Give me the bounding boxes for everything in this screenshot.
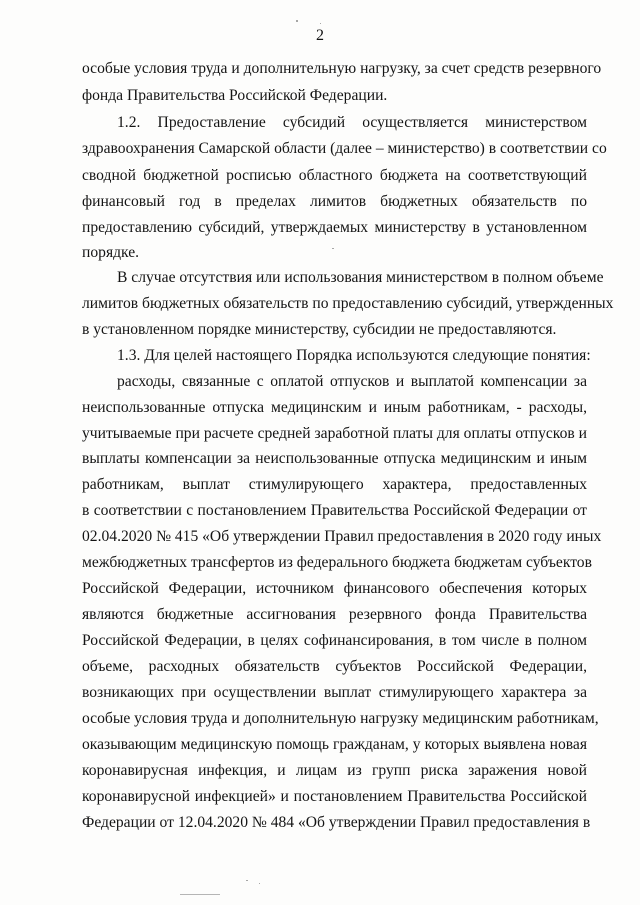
text-line: предоставлению субсидий, утверждаемых министерству в установленном: [82, 219, 587, 236]
text-line: лимитов бюджетных обязательств по предоставлению субсидий, утвержденных: [82, 295, 614, 312]
scan-speck: [246, 880, 248, 881]
text-line: учитываемые при расчете средней заработной платы для оплаты отпусков и: [82, 425, 587, 442]
scan-speck: [259, 883, 260, 884]
text-line: Федерации от 12.04.2020 № 484 «Об утверждении Правил предоставления в: [82, 814, 591, 831]
text-line: возникающих при осуществлении выплат стимулирующего характера за: [82, 684, 587, 701]
text-line: выплаты компенсации за неиспользованные отпуска медицинским и иным: [82, 450, 587, 467]
text-line: финансовый год в пределах лимитов бюджетных обязательств по: [82, 193, 587, 210]
scan-speck: [332, 248, 334, 249]
text-line: фонда Правительства Российской Федерации.: [82, 87, 388, 104]
scan-speck: [320, 23, 321, 24]
text-line: особые условия труда и дополнительную нагрузку, за счет средств резервного: [82, 60, 602, 77]
scan-speck: [180, 894, 220, 895]
text-line: Российской Федерации, источником финансового обеспечения которых: [82, 580, 587, 597]
text-line: коронавирусной инфекцией» и постановлением Правительства Российской: [82, 788, 587, 805]
text-line: здравоохранения Самарской области (далее – министерство) в соответствии со: [82, 140, 607, 157]
text-line: порядке.: [82, 244, 140, 261]
text-line: неиспользованные отпуска медицинским и иным работникам, - расходы,: [82, 399, 587, 416]
page-number: 2: [316, 27, 324, 44]
text-line: В случае отсутствия или использования министерством в полном объеме: [117, 269, 604, 286]
text-line: в установленном порядке министерству, субсидии не предоставляются.: [82, 321, 557, 338]
text-line: 1.3. Для целей настоящего Порядка используются следующие понятия:: [117, 347, 591, 364]
text-line: расходы, связанные с оплатой отпусков и выплатой компенсации за: [117, 373, 587, 390]
text-line: межбюджетных трансфертов из федерального бюджета бюджетам субъектов: [82, 554, 592, 571]
text-line: являются бюджетные ассигнования резервного фонда Правительства: [82, 606, 587, 623]
text-line: сводной бюджетной росписью областного бюджета на соответствующий: [82, 167, 587, 184]
text-line: объеме, расходных обязательств субъектов Российской Федерации,: [82, 658, 587, 675]
text-line: 02.04.2020 № 415 «Об утверждении Правил предоставления в 2020 году иных: [82, 528, 602, 545]
text-line: в соответствии с постановлением Правительства Российской Федерации от: [82, 502, 587, 519]
scan-speck: [296, 20, 298, 22]
text-line: работникам, выплат стимулирующего характера, предоставленных: [82, 476, 587, 493]
text-line: особые условия труда и дополнительную нагрузку медицинским работникам,: [82, 710, 599, 727]
text-line: Российской Федерации, в целях софинансирования, в том числе в полном: [82, 632, 587, 649]
text-line: 1.2. Предоставление субсидий осуществляется министерством: [117, 114, 587, 131]
text-line: оказывающим медицинскую помощь гражданам, у которых выявлена новая: [82, 736, 587, 753]
text-line: коронавирусная инфекция, и лицам из групп риска заражения новой: [82, 762, 587, 779]
